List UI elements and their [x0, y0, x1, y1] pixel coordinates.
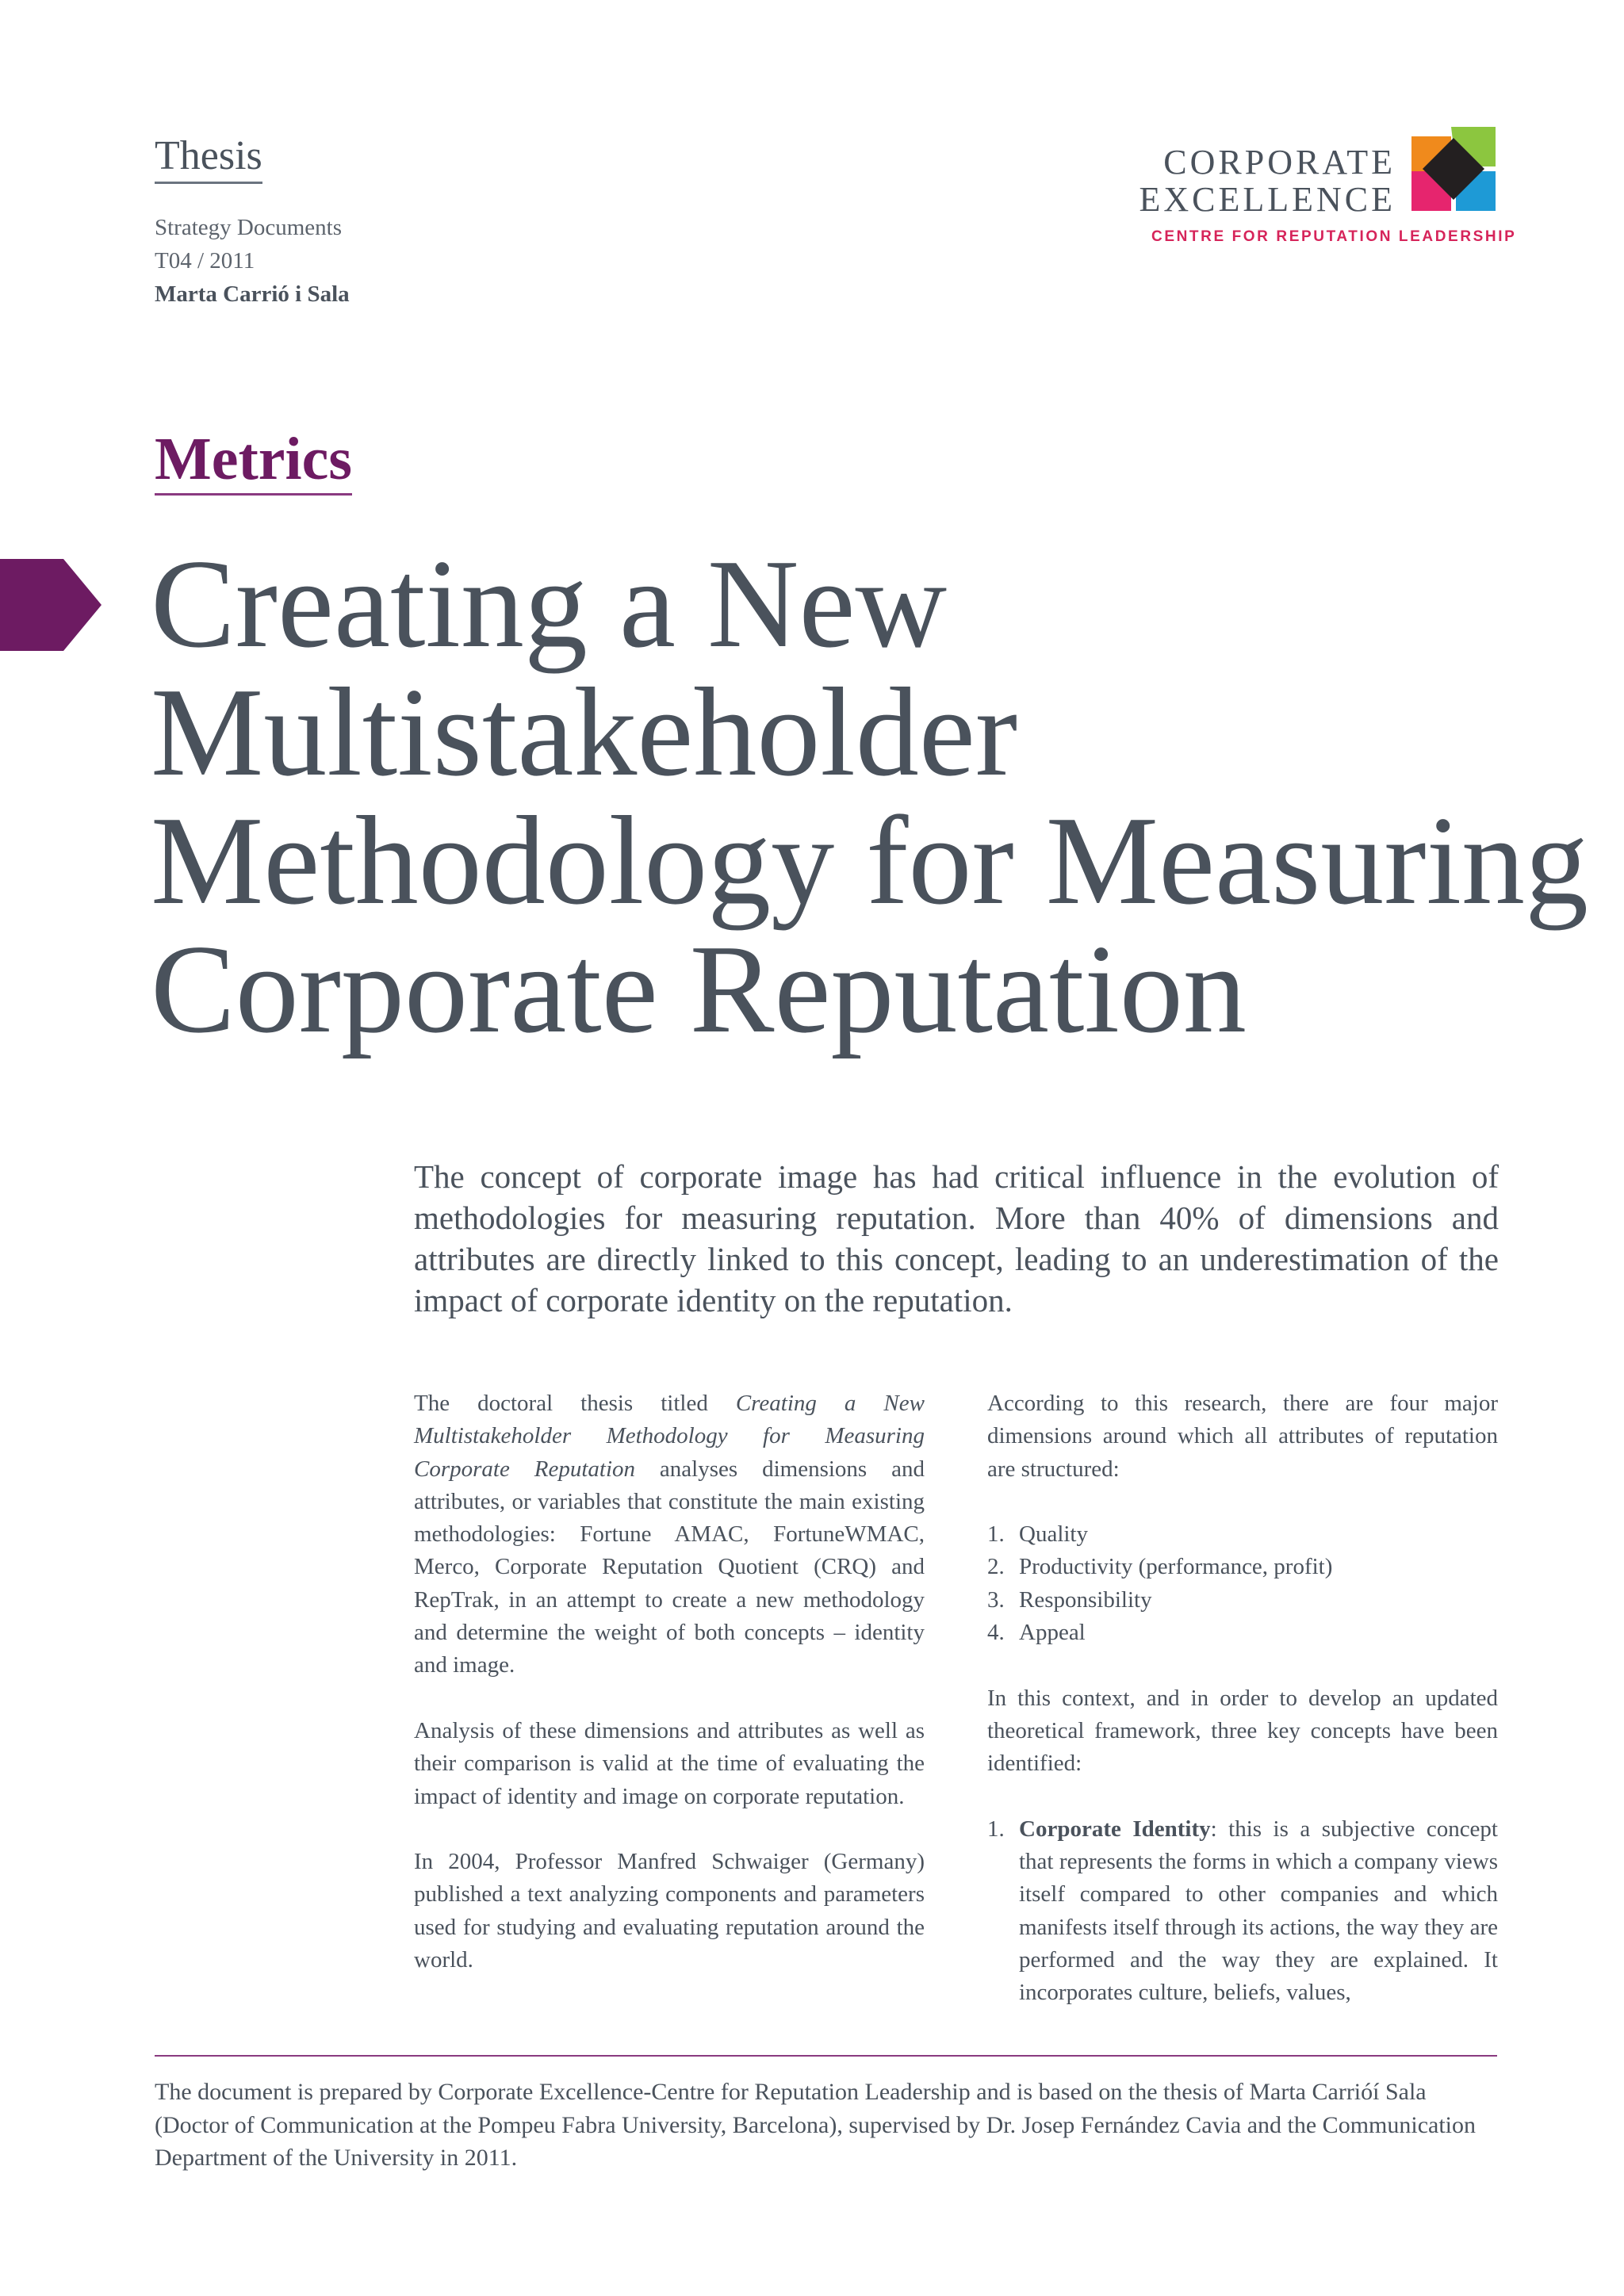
list-number: 1. [987, 1521, 1005, 1548]
list-number: 4. [987, 1620, 1005, 1646]
paragraph-text: analyses dimensions and attributes, or variables that constitute the main existing methodologies: Fortune AMAC, FortuneWMAC, Merco, Corporate Reputation Quotient (CRQ) and RepTrak, in an attempt to create a new methodology and determine the weight of both concepts – identity and image. [414, 1456, 925, 1678]
dimensions-list [987, 1518, 1498, 1649]
list-number: 3. [987, 1586, 1005, 1613]
footer-note: The document is prepared by Corporate Excellence-Centre for Reputation Leadership and is based on the thesis of Marta Carrióí Sala (Doctor of Communication at the Pompeu Fabra University, Barcelona), supervised by Dr. Josep Fernández Cavia and the Communication Department of the University in 2011. [155, 2079, 1476, 2171]
list-number: 1. [987, 1816, 1005, 1842]
author-name: Marta Carrió i Sala [155, 281, 350, 307]
list-label: Productivity (performance, profit) [1019, 1554, 1333, 1580]
list-item [987, 1551, 1498, 1583]
list-label: Quality [1019, 1521, 1088, 1548]
concept-term: Corporate Identity [1019, 1816, 1211, 1842]
footer-divider [155, 2055, 1497, 2057]
list-item [987, 1617, 1498, 1649]
list-item [987, 1518, 1498, 1551]
title-line: Multistakeholder [151, 661, 1018, 802]
section-label: Metrics [155, 428, 352, 496]
logo-word-corporate: CORPORATE [1163, 143, 1396, 182]
body-paragraph: According to this research, there are four major dimensions around which all attributes of reputation are structured: [987, 1391, 1498, 1482]
body-paragraph: In this context, and in order to develop an updated theoretical framework, three key concepts have been identified: [987, 1685, 1498, 1777]
logo-tagline: CENTRE FOR REPUTATION LEADERSHIP [1151, 228, 1517, 245]
body-column-right [987, 1387, 1498, 2042]
title-line: Creating a New [151, 533, 948, 674]
concepts-list [987, 1813, 1498, 2010]
document-title [151, 533, 1589, 1059]
list-number: 2. [987, 1554, 1005, 1580]
concept-definition: : this is a subjective concept that represents the forms in which a company views itself compared to other companies and which manifests itself through its actions, the way they are performed and the way they are explained. It incorporates culture, beliefs, values, [1019, 1816, 1498, 2006]
list-label: Appeal [1019, 1620, 1086, 1646]
corporate-excellence-logo [1139, 125, 1517, 245]
logo-word-excellence: EXCELLENCE [1139, 180, 1396, 219]
list-item [987, 1584, 1498, 1617]
document-meta [155, 211, 350, 311]
title-line: Corporate Reputation [151, 918, 1247, 1059]
logo-mark-icon [1411, 127, 1496, 211]
thesis-title-italic: Creating a New Multistakeholder Methodology for Measuring Corporate Reputation [414, 1391, 925, 1482]
series-label: Strategy Documents [155, 215, 342, 240]
body-column-left [414, 1387, 925, 1976]
body-paragraph: Analysis of these dimensions and attributes as well as their comparison is valid at the time of evaluating the impact of identity and image on corporate reputation. [414, 1717, 925, 1809]
document-code: T04 / 2011 [155, 248, 255, 274]
list-label: Responsibility [1019, 1586, 1152, 1613]
arrow-marker-icon [0, 559, 102, 651]
title-line: Methodology for Measuring [151, 790, 1589, 931]
body-paragraph [414, 1387, 925, 1682]
lede-paragraph: The concept of corporate image has had critical influence in the evolution of methodologies for measuring reputation. More than 40% of dimensions and attributes are directly linked to this concept, leading to an underestimation of the impact of corporate identity on the reputation. [414, 1158, 1499, 1318]
document-type-heading: Thesis [155, 133, 262, 184]
paragraph-text: The doctoral thesis titled [414, 1391, 736, 1416]
body-paragraph: In 2004, Professor Manfred Schwaiger (Germany) published a text analyzing components and parameters used for studying and evaluating reputation around the world. [414, 1849, 925, 1973]
list-item [987, 1813, 1498, 2010]
